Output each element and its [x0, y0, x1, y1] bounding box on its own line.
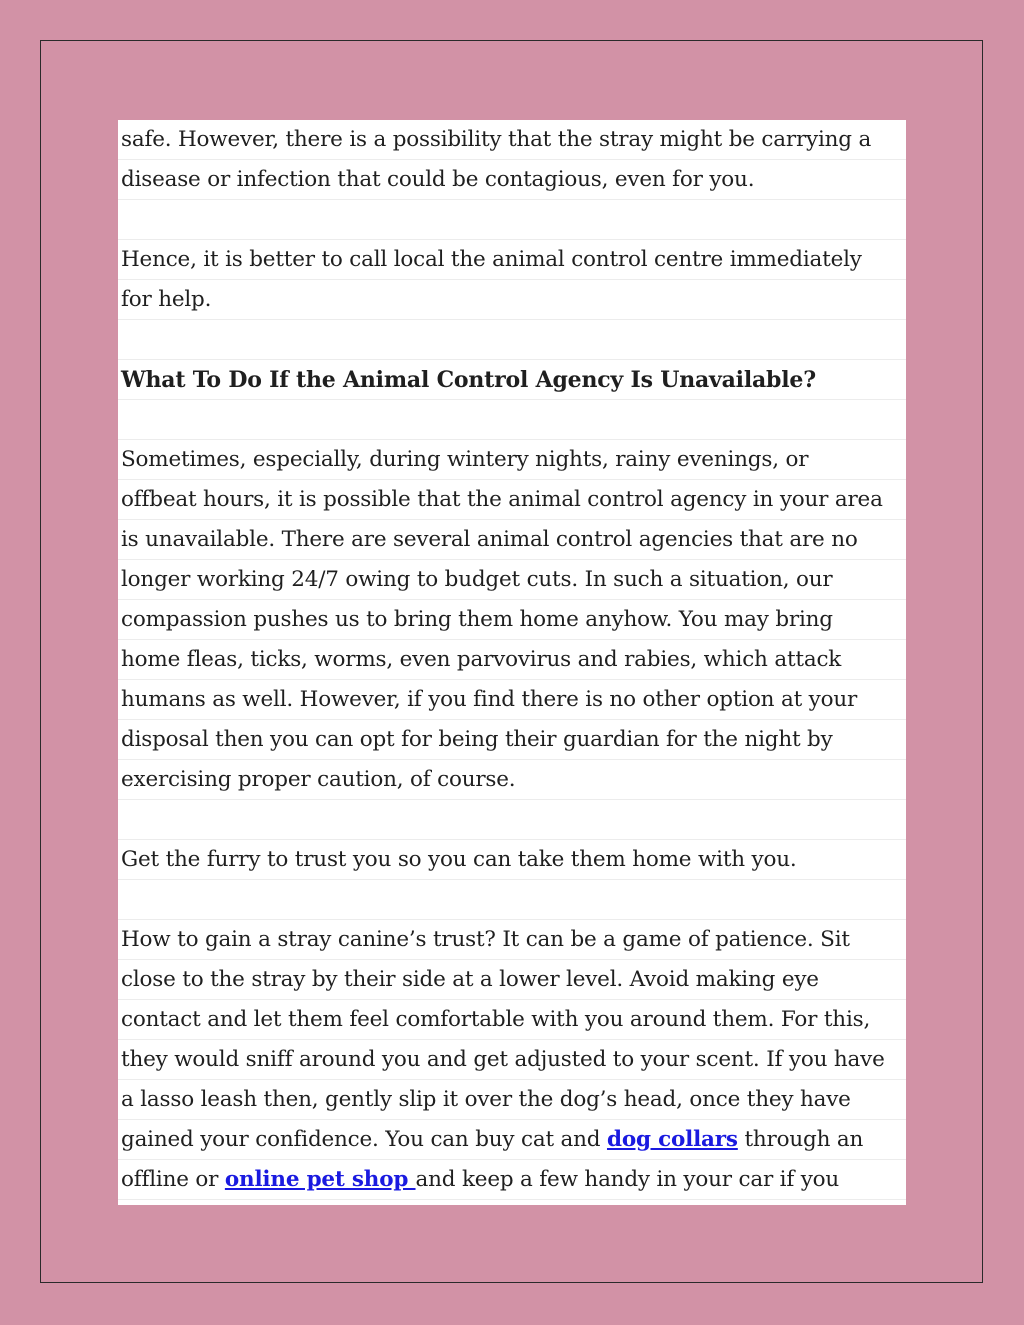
- text-line: humans as well. However, if you find there is no other option at your: [118, 680, 906, 720]
- online-pet-shop-link[interactable]: online pet shop: [224, 1167, 416, 1192]
- text-line: Sometimes, especially, during wintery nights, rainy evenings, or: [118, 440, 906, 480]
- section-heading: What To Do If the Animal Control Agency Is Unavailable?: [118, 360, 906, 400]
- text-line: Get the furry to trust you so you can take them home with you.: [118, 840, 906, 880]
- text-segment: through an: [737, 1127, 864, 1152]
- text-segment: and keep a few handy in your car if you: [415, 1167, 840, 1192]
- text-line: How to gain a stray canine’s trust? It can be a game of patience. Sit: [118, 920, 906, 960]
- text-line: offbeat hours, it is possible that the animal control agency in your area: [118, 480, 906, 520]
- text-line: is unavailable. There are several animal control agencies that are no: [118, 520, 906, 560]
- text-segment: offline or: [121, 1167, 225, 1192]
- text-line: a lasso leash then, gently slip it over the dog’s head, once they have: [118, 1080, 906, 1120]
- text-line: disease or infection that could be contagious, even for you.: [118, 160, 906, 200]
- dog-collars-link[interactable]: dog collars: [606, 1127, 738, 1152]
- text-line-with-link: [118, 1160, 906, 1200]
- text-segment: gained your confidence. You can buy cat and: [121, 1127, 607, 1152]
- text-line: exercising proper caution, of course.: [118, 760, 906, 800]
- text-line: compassion pushes us to bring them home anyhow. You may bring: [118, 600, 906, 640]
- text-line: they would sniff around you and get adjusted to your scent. If you have: [118, 1040, 906, 1080]
- blank-line: [118, 200, 906, 240]
- blank-line: [118, 320, 906, 360]
- text-line: safe. However, there is a possibility that the stray might be carrying a: [118, 120, 906, 160]
- text-line: Hence, it is better to call local the animal control centre immediately: [118, 240, 906, 280]
- text-line: contact and let them feel comfortable with you around them. For this,: [118, 1000, 906, 1040]
- text-line: for help.: [118, 280, 906, 320]
- blank-line: [118, 880, 906, 920]
- text-line: close to the stray by their side at a lower level. Avoid making eye: [118, 960, 906, 1000]
- text-line-with-link: [118, 1120, 906, 1160]
- text-line: disposal then you can opt for being their guardian for the night by: [118, 720, 906, 760]
- text-line: home fleas, ticks, worms, even parvovirus and rabies, which attack: [118, 640, 906, 680]
- document-page: [118, 120, 906, 1205]
- blank-line: [118, 400, 906, 440]
- blank-line: [118, 800, 906, 840]
- text-line: longer working 24/7 owing to budget cuts. In such a situation, our: [118, 560, 906, 600]
